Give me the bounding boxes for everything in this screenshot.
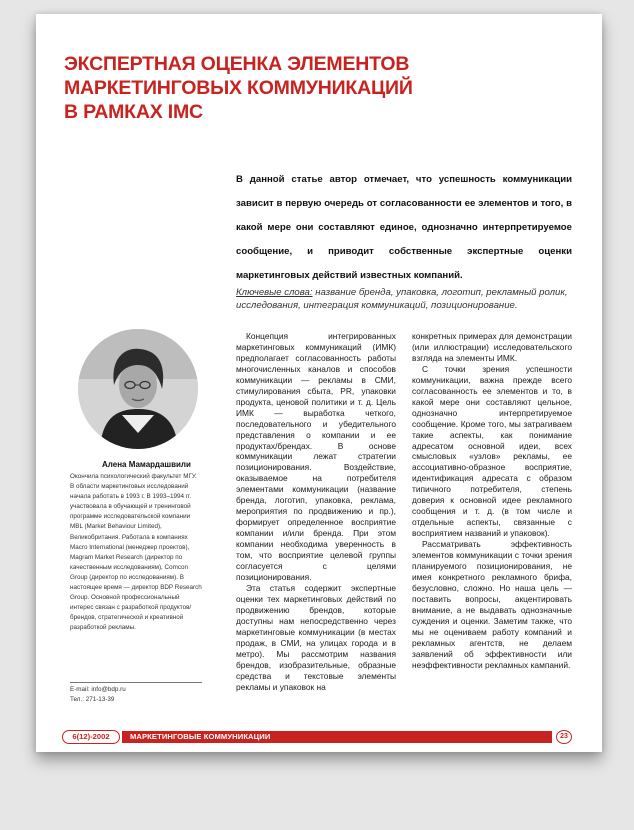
- article-title-line-3: В РАМКАХ IMC: [64, 101, 203, 123]
- column-1-paragraph-2: Эта статья содержит экспертные оценки тех маркетинговых действий по продвижению брендов, которые доступны нам непосредственно через маркетинговые коммуникации (в местах продаж, в СМИ, на улицах города и в метро). Мы рассмотрим названия брендов, изобразительные, образные средства и текстовые элементы рекламы и упаковок на: [236, 582, 396, 692]
- keywords-label: Ключевые слова:: [236, 287, 313, 298]
- bio-divider: [70, 682, 202, 683]
- column-2-paragraph-1: конкретных примерах для демонстрации (или иллюстрации) исследовательского взгляда на элементы ИМК.: [412, 331, 572, 363]
- article-column-1: [236, 331, 396, 692]
- page-footer: [62, 730, 574, 744]
- article-lead: В данной статье автор отмечает, что успешность коммуникации зависит в первую очередь от согласованности ее элементов и того, в какой мере они составляют единое, однозначно интерпретируемое сообщение, и приводит собственные экспертные оценки маркетинговых действий известных компаний.: [236, 174, 572, 281]
- author-name: Алена Мамардашвили: [102, 460, 191, 469]
- author-portrait-image: [78, 329, 198, 449]
- article-title-line-2: МАРКЕТИНГОВЫХ КОММУНИКАЦИЙ: [64, 77, 413, 99]
- author-email: E-mail: info@bdp.ru: [70, 686, 126, 693]
- issue-badge: 6(12)-2002: [62, 730, 120, 744]
- author-contacts: [70, 685, 202, 705]
- article-title: [64, 52, 544, 124]
- author-photo: [78, 329, 198, 449]
- journal-name-bar: МАРКЕТИНГОВЫЕ КОММУНИКАЦИИ: [122, 731, 552, 743]
- author-bio: Окончила психологический факультет МГУ. В области маркетинговых исследований начала работать в 1993 г. В 1993–1994 гг. участвовала в обучающей и тренинговой программе исследовательской компании MBL (Market Behaviour Limited), Великобритания. Работала в компаниях Macro International (менеджер проектов), Magram Market Research (директор по качественным исследованиям), Comcon Group (директор по исследованиям). В настоящее время — директор BDP Research Group. Основной профессиональный интерес связан с разработкой продуктов/брендов, стратегической и креативной разработкой рекламы.: [70, 473, 202, 632]
- column-2-paragraph-2: С точки зрения успешности коммуникации, важна прежде всего согласованность ее элементов и то, в какой мере они составляют цельное, однозначно интерпретируемое сообщение. Кроме того, мы затрагиваем такие аспекты, как понимание адресатом основной идеи, всех смысловых «узлов» рекламы, ее ассоциативно-образное восприятие, идентификация адресата с образом типичного потребителя, степень доверия к основной идее рекламного сообщения и т. д. (в том числе и отдельные аспекты, связанные с восприятием названий и упаковок).: [412, 363, 572, 539]
- page-number: 23: [556, 730, 572, 744]
- article-keywords: [236, 286, 572, 312]
- article-column-2: [412, 331, 572, 671]
- article-title-line-1: ЭКСПЕРТНАЯ ОЦЕНКА ЭЛЕМЕНТОВ: [64, 53, 410, 75]
- column-1-paragraph-1: Концепция интегрированных маркетинговых коммуникаций (ИМК) предполагает согласованность работы многочисленных каналов и способов коммуникации — рекламы в СМИ, стимулирования сбыта, PR, упаковки продукта, ценовой политики и т. д. Цель ИМК — выработка четкого, последовательного и убедительного представления о компании и ее продуктах/брендах. В основе коммуникации лежат стратегии позиционирования. Воздействие, оказываемое на потребителя элементами коммуникации (название бренда, логотип, упаковка, реклама, мероприятия по продвижению и пр.), формирует определенное восприятие компании и/или бренда. При этом компании необходима уверенность в том, что восприятие целевой группы согласуется с целями позиционирования.: [236, 331, 396, 582]
- column-2-paragraph-3: Рассматривать эффективность элементов коммуникации с точки зрения планируемого позиционирования, не имея конкретного рекламного брифа, безусловно, сложно. Но наша цель — поставить вопросы, акцентировать внимание, а не выдавать однозначные суждения и оценки. Заметим также, что мы не оцениваем работу компаний и рекламных агентств, не делаем заявлений об эффективности или неэффективности рекламных кампаний.: [412, 539, 572, 670]
- keywords-text: название бренда, упаковка, логотип, рекламный ролик, исследования, интеграция коммуникаций, позиционирование.: [236, 287, 568, 311]
- journal-page: [36, 14, 602, 752]
- author-phone: Тел.: 271-13-39: [70, 696, 115, 703]
